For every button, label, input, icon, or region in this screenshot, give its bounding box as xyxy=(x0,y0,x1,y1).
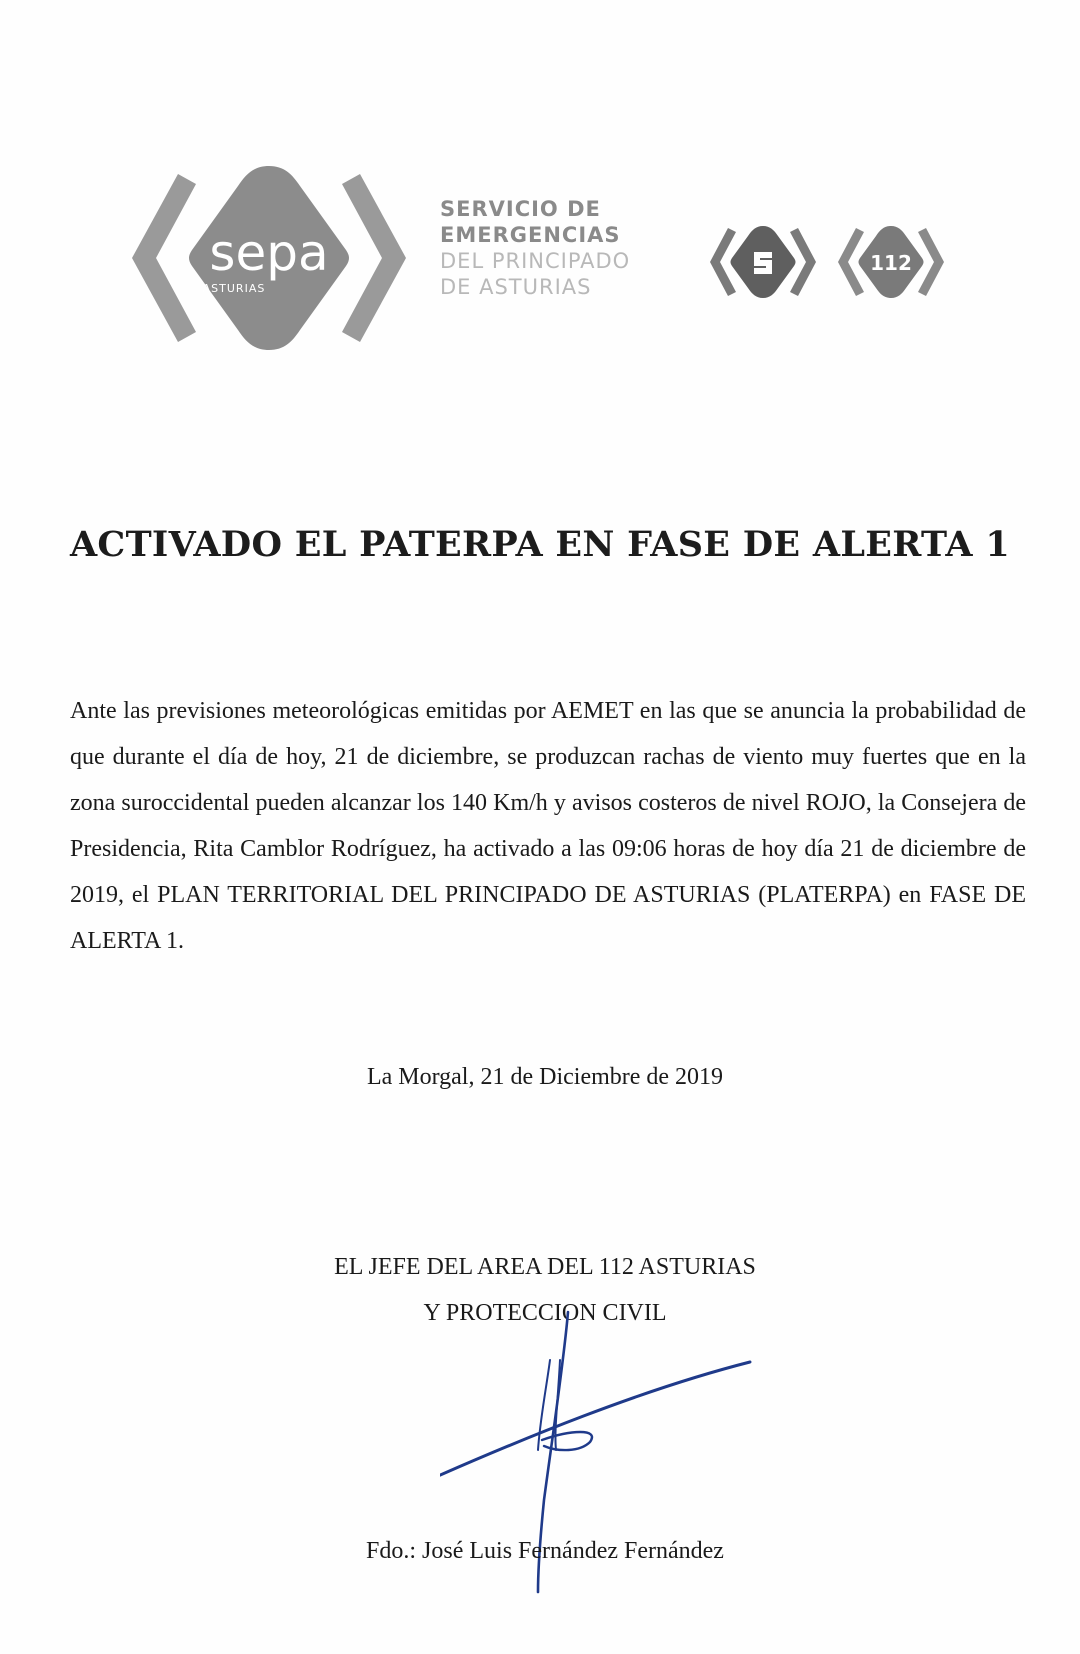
org-name-line-3: DEL PRINCIPADO xyxy=(440,249,631,273)
organisation-name xyxy=(440,196,630,300)
sepa-logo-text: sepa xyxy=(209,224,329,282)
org-name-line-2: EMERGENCIAS xyxy=(440,223,621,247)
document-title: ACTIVADO EL PATERPA EN FASE DE ALERTA 1 xyxy=(69,524,1011,565)
signatory-position-line-1: EL JEFE DEL AREA DEL 112 ASTURIAS xyxy=(334,1254,756,1280)
org-name-line-4: DE ASTURIAS xyxy=(440,275,592,299)
signatory-position-line-2: Y PROTECCION CIVIL xyxy=(423,1300,667,1326)
sepa-logo xyxy=(124,160,414,356)
logo-112-icon xyxy=(836,222,946,302)
org-name-line-1: SERVICIO DE xyxy=(440,197,601,221)
place-date: La Morgal, 21 de Diciembre de 2019 xyxy=(366,1064,724,1090)
emergency-logo-icon xyxy=(708,222,818,302)
sepa-logo-subtext: ASTURIAS xyxy=(202,282,266,295)
signer-name: Fdo.: José Luis Fernández Fernández xyxy=(366,1538,724,1564)
logo-112-text: 112 xyxy=(870,251,912,275)
document-body: Ante las previsiones meteorológicas emitidas por AEMET en las que se anuncia la probabilidad de que durante el día de hoy, 21 de diciembre, se produzcan rachas de viento muy fuertes que en la zona suroccidental pueden alcanzar los 140 Km/h y avisos costeros de nivel ROJO, la Consejera de Presidencia, Rita Camblor Rodríguez, ha activado a las 09:06 horas de hoy día 21 de diciembre de 2019, el PLAN TERRITORIAL DEL PRINCIPADO DE ASTURIAS (PLATERPA) en FASE DE ALERTA 1. xyxy=(70,698,1026,954)
